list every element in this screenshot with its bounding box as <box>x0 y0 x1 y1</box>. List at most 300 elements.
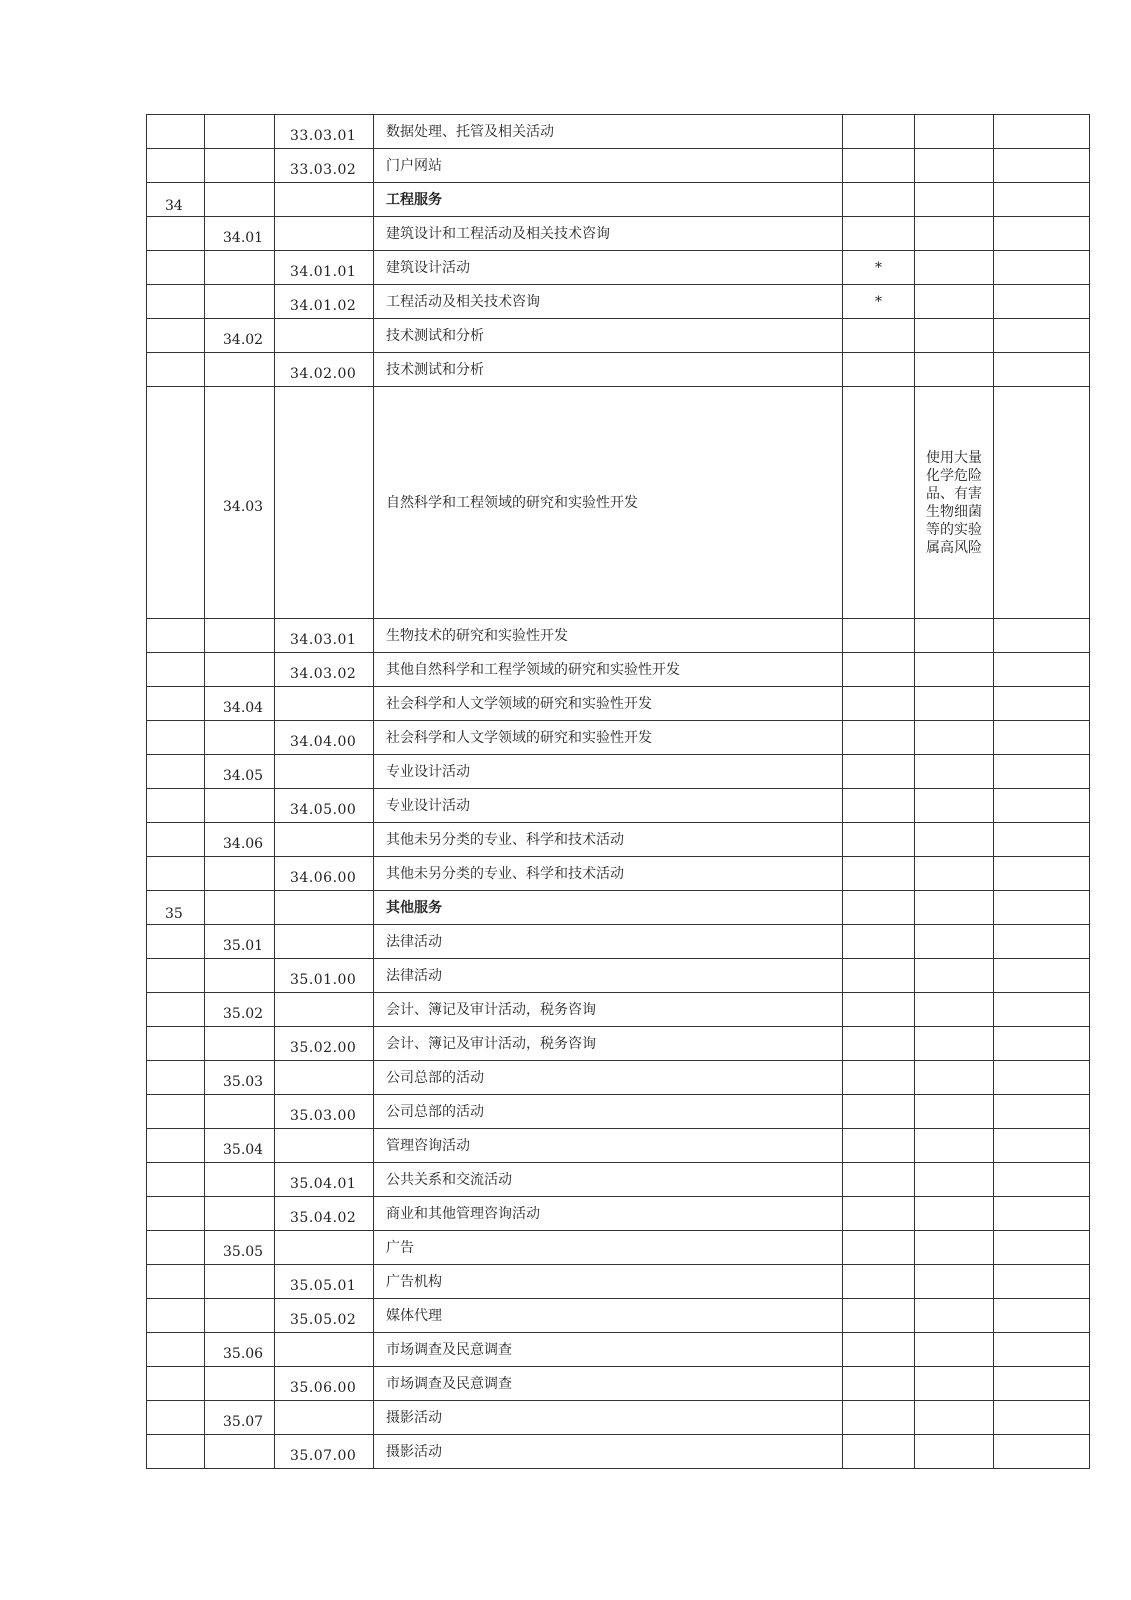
mark-cell <box>843 619 915 653</box>
class-code-text: 33.03.02 <box>290 161 357 178</box>
table-row <box>147 217 1090 251</box>
mark-cell <box>843 149 915 183</box>
table-row <box>147 353 1090 387</box>
remarks-cell <box>994 1401 1090 1435</box>
remarks-cell <box>994 1435 1090 1469</box>
division-code-cell <box>147 251 205 285</box>
activity-name-text: 商业和其他管理咨询活动 <box>386 1205 540 1222</box>
remarks-cell <box>994 319 1090 353</box>
activity-name-text: 摄影活动 <box>386 1443 442 1460</box>
mark-text: * <box>875 293 882 310</box>
activity-name-cell <box>374 823 843 857</box>
mark-cell <box>843 721 915 755</box>
table-row <box>147 285 1090 319</box>
class-code-cell <box>275 149 374 183</box>
division-code-cell <box>147 183 205 217</box>
activity-name-text: 广告机构 <box>386 1273 442 1290</box>
group-code-cell <box>205 993 275 1027</box>
class-code-cell <box>275 1265 374 1299</box>
division-code-cell <box>147 857 205 891</box>
remarks-cell <box>994 183 1090 217</box>
activity-name-cell <box>374 891 843 925</box>
risk-note-cell <box>915 1197 994 1231</box>
class-code-cell <box>275 319 374 353</box>
table-row <box>147 619 1090 653</box>
mark-cell <box>843 387 915 619</box>
remarks-cell <box>994 387 1090 619</box>
risk-note-cell <box>915 183 994 217</box>
group-code-text: 35.01 <box>223 937 264 954</box>
remarks-cell <box>994 149 1090 183</box>
remarks-cell <box>994 1367 1090 1401</box>
class-code-cell <box>275 993 374 1027</box>
mark-cell <box>843 1265 915 1299</box>
activity-name-cell <box>374 1061 843 1095</box>
group-code-cell <box>205 183 275 217</box>
class-code-cell <box>275 1027 374 1061</box>
table-row <box>147 993 1090 1027</box>
remarks-cell <box>994 217 1090 251</box>
group-code-cell <box>205 149 275 183</box>
risk-note-cell <box>915 925 994 959</box>
division-code-cell <box>147 755 205 789</box>
mark-cell <box>843 183 915 217</box>
class-code-cell <box>275 183 374 217</box>
group-code-cell <box>205 319 275 353</box>
activity-name-cell <box>374 1027 843 1061</box>
table-row <box>147 721 1090 755</box>
risk-note-cell <box>915 217 994 251</box>
risk-note-cell <box>915 1027 994 1061</box>
division-code-cell <box>147 721 205 755</box>
risk-note-cell <box>915 1163 994 1197</box>
risk-note-cell <box>915 1401 994 1435</box>
mark-cell <box>843 993 915 1027</box>
group-code-cell <box>205 1163 275 1197</box>
activity-name-cell <box>374 353 843 387</box>
mark-cell <box>843 1231 915 1265</box>
class-code-text: 35.04.02 <box>290 1209 357 1226</box>
division-code-cell <box>147 789 205 823</box>
class-code-text: 34.01.02 <box>290 297 357 314</box>
division-code-cell <box>147 1299 205 1333</box>
group-code-cell <box>205 619 275 653</box>
division-code-cell <box>147 823 205 857</box>
remarks-cell <box>994 619 1090 653</box>
activity-name-cell <box>374 183 843 217</box>
activity-name-cell <box>374 1197 843 1231</box>
class-code-text: 34.05.00 <box>290 801 357 818</box>
class-code-cell <box>275 353 374 387</box>
group-code-cell <box>205 353 275 387</box>
activity-name-text: 其他自然科学和工程学领域的研究和实验性开发 <box>386 661 680 678</box>
risk-note-cell <box>915 387 994 619</box>
table-row <box>147 1129 1090 1163</box>
mark-cell <box>843 1061 915 1095</box>
activity-name-text: 自然科学和工程领域的研究和实验性开发 <box>386 494 638 511</box>
division-code-cell <box>147 1231 205 1265</box>
activity-name-cell <box>374 1095 843 1129</box>
class-code-cell <box>275 1163 374 1197</box>
risk-note-cell <box>915 353 994 387</box>
remarks-cell <box>994 285 1090 319</box>
division-code-cell <box>147 217 205 251</box>
mark-cell <box>843 1333 915 1367</box>
table-row <box>147 959 1090 993</box>
table-body <box>147 115 1090 1469</box>
risk-note-cell <box>915 1299 994 1333</box>
division-code-cell <box>147 285 205 319</box>
class-code-text: 35.01.00 <box>290 971 357 988</box>
activity-name-cell <box>374 993 843 1027</box>
class-code-cell <box>275 959 374 993</box>
activity-name-cell <box>374 1367 843 1401</box>
table-row <box>147 387 1090 619</box>
remarks-cell <box>994 925 1090 959</box>
mark-cell <box>843 653 915 687</box>
table-row <box>147 1333 1090 1367</box>
remarks-cell <box>994 993 1090 1027</box>
group-code-cell <box>205 1401 275 1435</box>
table-row <box>147 925 1090 959</box>
mark-cell <box>843 959 915 993</box>
division-code-cell <box>147 149 205 183</box>
table-row <box>147 183 1090 217</box>
activity-name-cell <box>374 1333 843 1367</box>
activity-name-text: 管理咨询活动 <box>386 1137 470 1154</box>
remarks-cell <box>994 1061 1090 1095</box>
group-code-text: 34.05 <box>223 767 264 784</box>
mark-cell <box>843 319 915 353</box>
activity-name-text: 建筑设计活动 <box>386 259 470 276</box>
mark-text: * <box>875 259 882 276</box>
activity-name-text: 专业设计活动 <box>386 797 470 814</box>
class-code-cell <box>275 251 374 285</box>
class-code-text: 35.07.00 <box>290 1447 357 1464</box>
activity-name-text: 工程服务 <box>386 191 442 208</box>
remarks-cell <box>994 1027 1090 1061</box>
mark-cell <box>843 1095 915 1129</box>
group-code-text: 35.07 <box>223 1413 264 1430</box>
risk-note-text: 使用大量化学危险品、有害生物细菌等的实验属高风险 <box>926 449 982 556</box>
table-row <box>147 857 1090 891</box>
activity-name-cell <box>374 387 843 619</box>
activity-name-cell <box>374 619 843 653</box>
division-code-cell <box>147 1027 205 1061</box>
remarks-cell <box>994 1095 1090 1129</box>
group-code-cell <box>205 217 275 251</box>
risk-note-cell <box>915 823 994 857</box>
activity-name-text: 技术测试和分析 <box>386 361 484 378</box>
group-code-cell <box>205 1027 275 1061</box>
remarks-cell <box>994 959 1090 993</box>
division-code-cell <box>147 1333 205 1367</box>
class-code-cell <box>275 1095 374 1129</box>
mark-cell <box>843 1367 915 1401</box>
table-row <box>147 1401 1090 1435</box>
division-code-cell <box>147 1163 205 1197</box>
remarks-cell <box>994 1231 1090 1265</box>
table-row <box>147 115 1090 149</box>
division-code-text: 35 <box>165 905 183 922</box>
group-code-cell <box>205 925 275 959</box>
activity-name-text: 技术测试和分析 <box>386 327 484 344</box>
division-code-cell <box>147 653 205 687</box>
activity-name-cell <box>374 1401 843 1435</box>
activity-name-text: 法律活动 <box>386 933 442 950</box>
group-code-cell <box>205 1197 275 1231</box>
division-code-text: 34 <box>165 197 183 214</box>
class-code-cell <box>275 387 374 619</box>
activity-name-cell <box>374 721 843 755</box>
division-code-cell <box>147 1129 205 1163</box>
activity-name-cell <box>374 319 843 353</box>
division-code-cell <box>147 1367 205 1401</box>
group-code-cell <box>205 857 275 891</box>
group-code-cell <box>205 1095 275 1129</box>
group-code-text: 35.02 <box>223 1005 264 1022</box>
table-row <box>147 653 1090 687</box>
table-row <box>147 687 1090 721</box>
risk-note-cell <box>915 857 994 891</box>
group-code-cell <box>205 1299 275 1333</box>
activity-name-cell <box>374 687 843 721</box>
group-code-cell <box>205 687 275 721</box>
class-code-cell <box>275 653 374 687</box>
group-code-cell <box>205 653 275 687</box>
risk-note-cell <box>915 1095 994 1129</box>
group-code-text: 35.05 <box>223 1243 264 1260</box>
activity-name-text: 市场调查及民意调查 <box>386 1375 512 1392</box>
group-code-cell <box>205 1129 275 1163</box>
class-code-text: 35.05.01 <box>290 1277 357 1294</box>
mark-cell <box>843 1299 915 1333</box>
activity-name-cell <box>374 755 843 789</box>
table-row <box>147 1163 1090 1197</box>
group-code-cell <box>205 721 275 755</box>
group-code-cell <box>205 1333 275 1367</box>
class-code-cell <box>275 687 374 721</box>
group-code-text: 34.01 <box>223 229 264 246</box>
mark-cell <box>843 1401 915 1435</box>
remarks-cell <box>994 789 1090 823</box>
group-code-text: 34.02 <box>223 331 264 348</box>
table-row <box>147 1435 1090 1469</box>
division-code-cell <box>147 319 205 353</box>
activity-name-text: 公司总部的活动 <box>386 1103 484 1120</box>
risk-note-cell <box>915 687 994 721</box>
risk-note-cell <box>915 149 994 183</box>
class-code-text: 34.03.01 <box>290 631 357 648</box>
division-code-cell <box>147 619 205 653</box>
group-code-cell <box>205 789 275 823</box>
class-code-cell <box>275 1197 374 1231</box>
class-code-text: 35.03.00 <box>290 1107 357 1124</box>
remarks-cell <box>994 1163 1090 1197</box>
table-row <box>147 1027 1090 1061</box>
remarks-cell <box>994 857 1090 891</box>
remarks-cell <box>994 1299 1090 1333</box>
class-code-text: 35.06.00 <box>290 1379 357 1396</box>
group-code-cell <box>205 1367 275 1401</box>
class-code-text: 34.02.00 <box>290 365 357 382</box>
activity-name-cell <box>374 925 843 959</box>
class-code-cell <box>275 891 374 925</box>
mark-cell <box>843 687 915 721</box>
activity-name-text: 市场调查及民意调查 <box>386 1341 512 1358</box>
class-code-cell <box>275 1299 374 1333</box>
division-code-cell <box>147 1265 205 1299</box>
table-row <box>147 1061 1090 1095</box>
division-code-cell <box>147 1197 205 1231</box>
remarks-cell <box>994 687 1090 721</box>
class-code-cell <box>275 1401 374 1435</box>
activity-name-text: 广告 <box>386 1239 414 1256</box>
activity-name-cell <box>374 115 843 149</box>
risk-note-cell <box>915 1061 994 1095</box>
group-code-cell <box>205 1061 275 1095</box>
group-code-text: 34.04 <box>223 699 264 716</box>
table-row <box>147 1231 1090 1265</box>
remarks-cell <box>994 721 1090 755</box>
mark-cell <box>843 1197 915 1231</box>
division-code-cell <box>147 687 205 721</box>
class-code-cell <box>275 619 374 653</box>
class-code-cell <box>275 857 374 891</box>
mark-cell <box>843 285 915 319</box>
risk-note-cell <box>915 251 994 285</box>
mark-cell <box>843 1129 915 1163</box>
risk-note-cell <box>915 755 994 789</box>
class-code-cell <box>275 789 374 823</box>
activity-name-text: 公司总部的活动 <box>386 1069 484 1086</box>
activity-name-cell <box>374 217 843 251</box>
division-code-cell <box>147 387 205 619</box>
risk-note-cell <box>915 959 994 993</box>
risk-note-cell <box>915 1265 994 1299</box>
risk-note-cell <box>915 1231 994 1265</box>
class-code-cell <box>275 1435 374 1469</box>
activity-name-text: 其他服务 <box>386 899 442 916</box>
mark-cell <box>843 1435 915 1469</box>
class-code-text: 33.03.01 <box>290 127 357 144</box>
risk-note-cell <box>915 1367 994 1401</box>
activity-name-text: 工程活动及相关技术咨询 <box>386 293 540 310</box>
table-row <box>147 891 1090 925</box>
activity-name-text: 门户网站 <box>386 157 442 174</box>
activity-name-text: 会计、簿记及审计活动，税务咨询 <box>386 1001 596 1018</box>
mark-cell <box>843 115 915 149</box>
division-code-cell <box>147 1061 205 1095</box>
remarks-cell <box>994 251 1090 285</box>
group-code-text: 34.03 <box>223 498 264 515</box>
mark-cell <box>843 925 915 959</box>
group-code-text: 34.06 <box>223 835 264 852</box>
activity-name-text: 专业设计活动 <box>386 763 470 780</box>
class-code-text: 35.04.01 <box>290 1175 357 1192</box>
division-code-cell <box>147 353 205 387</box>
mark-cell <box>843 353 915 387</box>
class-code-cell <box>275 1231 374 1265</box>
group-code-cell <box>205 891 275 925</box>
risk-note-cell <box>915 653 994 687</box>
group-code-cell <box>205 1265 275 1299</box>
activity-name-cell <box>374 1163 843 1197</box>
group-code-text: 35.04 <box>223 1141 264 1158</box>
risk-note-cell <box>915 1435 994 1469</box>
risk-note-cell <box>915 721 994 755</box>
group-code-cell <box>205 115 275 149</box>
class-code-text: 35.05.02 <box>290 1311 357 1328</box>
table-row <box>147 319 1090 353</box>
risk-note-cell <box>915 1333 994 1367</box>
group-code-cell <box>205 285 275 319</box>
mark-cell <box>843 891 915 925</box>
activity-name-text: 其他未另分类的专业、科学和技术活动 <box>386 865 624 882</box>
division-code-cell <box>147 1095 205 1129</box>
mark-cell <box>843 1027 915 1061</box>
activity-name-cell <box>374 251 843 285</box>
remarks-cell <box>994 823 1090 857</box>
activity-name-cell <box>374 285 843 319</box>
class-code-text: 34.01.01 <box>290 263 357 280</box>
class-code-cell <box>275 1061 374 1095</box>
activity-name-cell <box>374 1265 843 1299</box>
mark-cell <box>843 217 915 251</box>
table-row <box>147 1095 1090 1129</box>
class-code-cell <box>275 823 374 857</box>
activity-name-text: 建筑设计和工程活动及相关技术咨询 <box>386 225 610 242</box>
risk-note-cell <box>915 285 994 319</box>
class-code-cell <box>275 1367 374 1401</box>
division-code-cell <box>147 959 205 993</box>
remarks-cell <box>994 755 1090 789</box>
activity-name-text: 社会科学和人文学领域的研究和实验性开发 <box>386 729 652 746</box>
remarks-cell <box>994 1197 1090 1231</box>
table-row <box>147 823 1090 857</box>
class-code-cell <box>275 285 374 319</box>
activity-name-text: 会计、簿记及审计活动，税务咨询 <box>386 1035 596 1052</box>
group-code-cell <box>205 387 275 619</box>
remarks-cell <box>994 1333 1090 1367</box>
activity-name-text: 数据处理、托管及相关活动 <box>386 123 554 140</box>
class-code-text: 35.02.00 <box>290 1039 357 1056</box>
risk-note-cell <box>915 993 994 1027</box>
table-row <box>147 1367 1090 1401</box>
activity-name-cell <box>374 789 843 823</box>
activity-name-text: 生物技术的研究和实验性开发 <box>386 627 568 644</box>
risk-note-cell <box>915 1129 994 1163</box>
group-code-cell <box>205 755 275 789</box>
table-row <box>147 251 1090 285</box>
remarks-cell <box>994 653 1090 687</box>
activity-name-text: 摄影活动 <box>386 1409 442 1426</box>
risk-note-cell <box>915 789 994 823</box>
division-code-cell <box>147 1435 205 1469</box>
activity-name-text: 其他未另分类的专业、科学和技术活动 <box>386 831 624 848</box>
table-row <box>147 789 1090 823</box>
remarks-cell <box>994 115 1090 149</box>
table-row <box>147 755 1090 789</box>
division-code-cell <box>147 925 205 959</box>
division-code-cell <box>147 115 205 149</box>
activity-name-text: 法律活动 <box>386 967 442 984</box>
mark-cell <box>843 1163 915 1197</box>
activity-name-cell <box>374 653 843 687</box>
class-code-cell <box>275 721 374 755</box>
group-code-text: 35.03 <box>223 1073 264 1090</box>
table-row <box>147 1197 1090 1231</box>
